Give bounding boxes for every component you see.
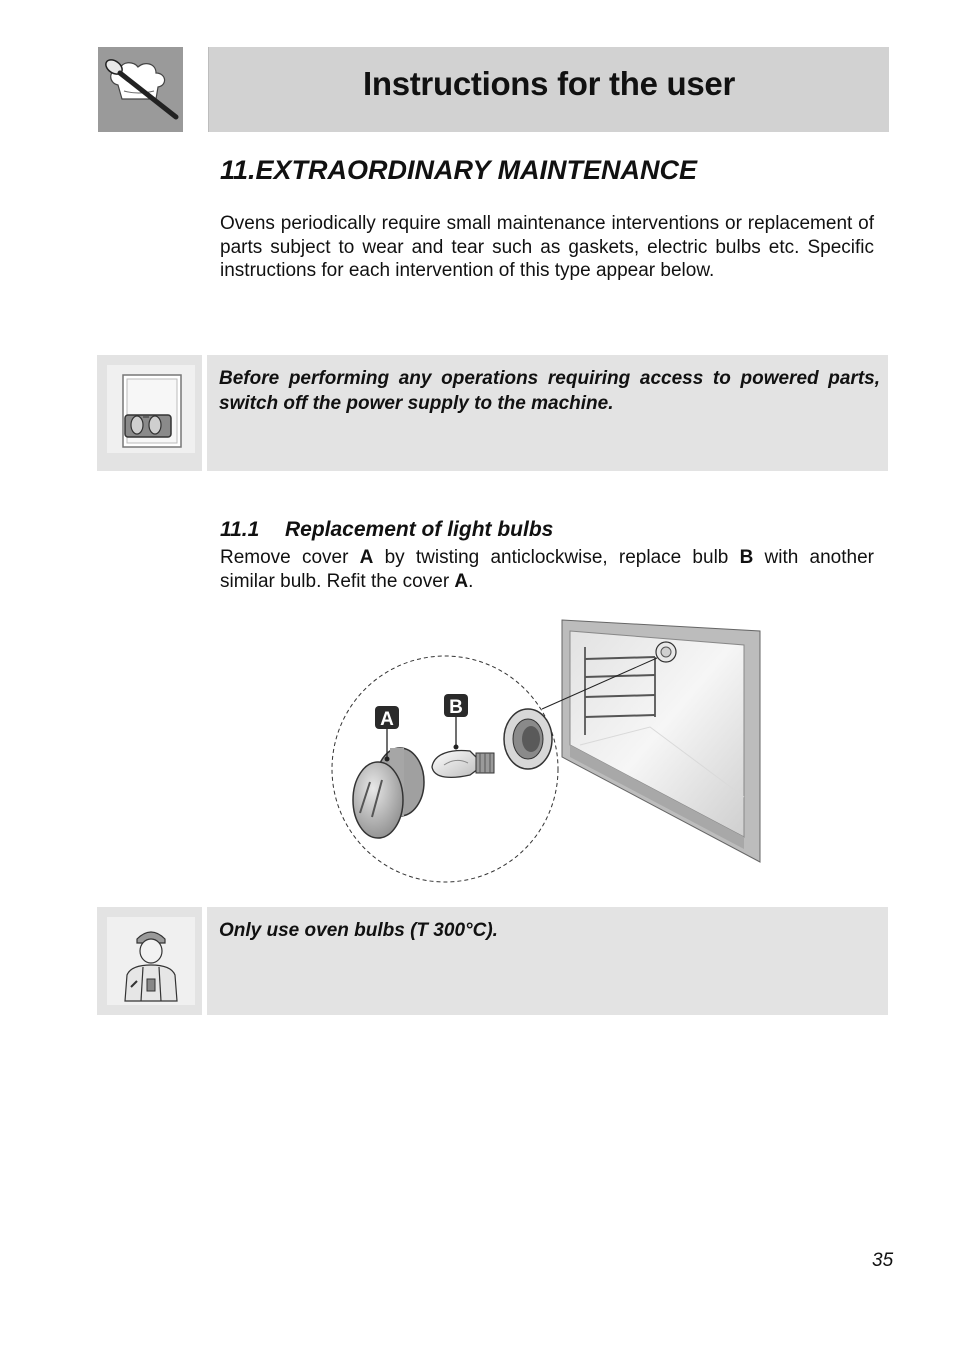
header-bar <box>208 47 889 132</box>
subsection-title <box>220 518 553 542</box>
intro-paragraph: Ovens periodically require small maintenance interventions or replacement of parts subject to wear and tear such as gaskets, electric bulbs etc. Specific instructions for each intervention of this type appear below. <box>220 213 874 281</box>
note-icon-cell <box>97 907 207 1015</box>
warning-note <box>97 355 888 471</box>
label-a: A <box>380 709 394 730</box>
text-part: by twisting anticlockwise, replace bulb <box>373 547 740 568</box>
oven-power-switch-icon <box>107 365 195 453</box>
technician-text: Only use oven bulbs (T 300°C). <box>219 920 498 941</box>
text-part: Remove cover <box>220 547 360 568</box>
label-b: B <box>449 697 463 718</box>
warning-text: Before performing any operations requiring access to powered parts, switch off the power supply to the machine. <box>219 368 880 414</box>
note-icon-box <box>107 917 195 1005</box>
note-icon-box <box>107 365 195 453</box>
oven-bulb-illustration <box>330 617 770 887</box>
text-part-bold: B <box>739 547 754 568</box>
oven-cavity <box>562 620 760 862</box>
bulb-b <box>432 751 494 778</box>
chef-spoon-icon <box>98 47 183 132</box>
bulb-replacement-figure <box>330 617 770 887</box>
note-icon-cell <box>97 355 207 471</box>
page-title: Instructions for the user <box>362 65 736 102</box>
text-part: . <box>468 571 474 592</box>
subsection-title-text: Replacement of light bulbs <box>285 518 554 541</box>
technician-note <box>97 907 888 1015</box>
section-title: 11.EXTRAORDINARY MAINTENANCE <box>220 155 698 185</box>
header-logo <box>98 47 183 132</box>
text-part-bold: A <box>359 547 374 568</box>
bulb-socket <box>504 709 552 769</box>
page-number: 35 <box>872 1250 894 1271</box>
text-part-bold: A <box>454 571 469 592</box>
text-part: with another similar bulb. Refit the cover <box>220 547 874 592</box>
subsection-number: 11.1 <box>220 518 260 541</box>
technician-icon <box>107 917 195 1005</box>
subsection-paragraph <box>220 546 874 594</box>
